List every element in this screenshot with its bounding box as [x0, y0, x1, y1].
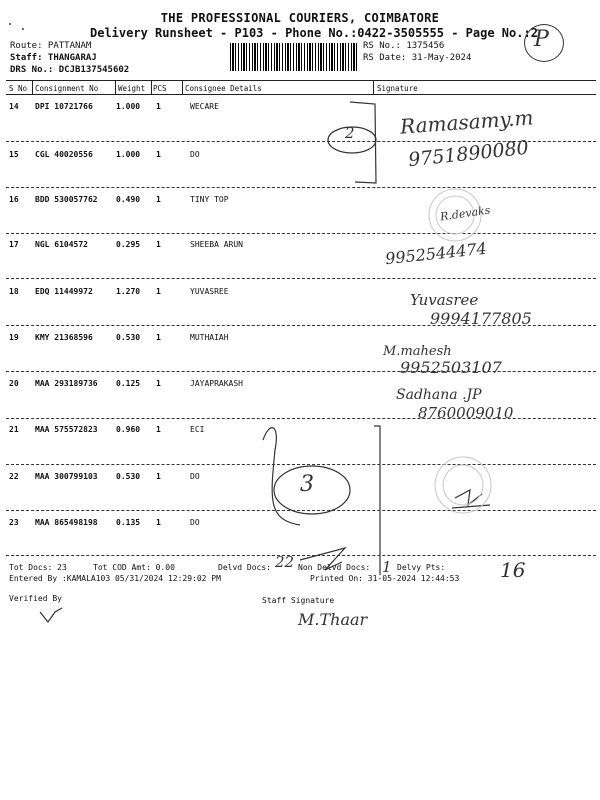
sig-17-phone: 9952544474 [384, 238, 488, 269]
company-title: THE PROFESSIONAL COURIERS, COIMBATORE [160, 11, 440, 25]
row-consignee: SHEEBA ARUN [190, 240, 243, 249]
row-consignment-no: KMY 21368596 [35, 333, 93, 342]
sig-20-name: Sadhana .JP [396, 387, 482, 403]
row-weight: 0.125 [116, 379, 141, 388]
stamp-signature: R.devaks [439, 203, 492, 224]
row-consignee: ECI [190, 425, 205, 434]
verified-by-label: Verified By [9, 594, 62, 603]
row-weight: 1.000 [116, 150, 141, 159]
row-consignee: WECARE [190, 102, 219, 111]
sig-15-phone: 9751890080 [407, 136, 530, 172]
rs-number: RS No.: 1375456 [363, 41, 445, 51]
row-weight: 1.270 [116, 287, 141, 296]
sig-20-phone: 8760009010 [418, 404, 514, 422]
staff-signature-label: Staff Signature [262, 596, 335, 605]
row-pcs: 1 [156, 425, 161, 434]
row-pcs: 1 [156, 195, 161, 204]
non-delivered-docs-label: Non Delvd Docs: [298, 563, 371, 572]
row-pcs: 1 [156, 102, 161, 111]
row-consignment-no: CGL 40020556 [35, 150, 93, 159]
row-consignee: YUVASREE [190, 287, 229, 296]
bracket-mark [374, 426, 380, 575]
row-consignment-no: MAA 865498198 [35, 518, 98, 527]
row-sno: 16 [9, 195, 19, 204]
col-header-weight: Weight [118, 84, 146, 93]
row-sno: 21 [9, 425, 19, 434]
row-pcs: 1 [156, 518, 161, 527]
row-consignee: DO [190, 150, 200, 159]
total-docs: Tot Docs: 23 [9, 563, 67, 572]
col-header-signature: Signature [377, 84, 418, 93]
row-pcs: 1 [156, 379, 161, 388]
row-pcs: 1 [156, 287, 161, 296]
total-cod-amount: Tot COD Amt: 0.00 [93, 563, 175, 572]
sig-19-phone: 9952503107 [400, 358, 502, 377]
drs-number: DRS No.: DCJB137545602 [10, 65, 130, 75]
row-weight: 0.490 [116, 195, 141, 204]
sig-18-phone: 9994177805 [430, 309, 532, 328]
row-weight: 1.000 [116, 102, 141, 111]
row-sno: 22 [9, 472, 19, 481]
rs-date: RS Date: 31-May-2024 [363, 53, 472, 63]
row-pcs: 1 [156, 472, 161, 481]
row-weight: 0.295 [116, 240, 141, 249]
col-header-consignment: Consignment No [35, 84, 99, 93]
row-sno: 14 [9, 102, 19, 111]
row-sno: 20 [9, 379, 19, 388]
row-pcs: 1 [156, 150, 161, 159]
staff-label: Staff: THANGARAJ [10, 53, 97, 63]
row-sno: 19 [9, 333, 19, 342]
scribble-mark [452, 490, 490, 508]
row-consignee: JAYAPRAKASH [190, 379, 243, 388]
page-circle-letter: P [534, 27, 549, 52]
row-sno: 15 [9, 150, 19, 159]
row-pcs: 1 [156, 240, 161, 249]
verified-sign-mark [40, 608, 62, 622]
staff-signature: M.Thaar [298, 610, 368, 629]
runsheet-subtitle: Delivery Runsheet - P103 - Phone No.:0422-3505555 - Page No.:2 [90, 26, 538, 40]
sig-18-name: Yuvasree [410, 291, 479, 309]
row-weight: 0.135 [116, 518, 141, 527]
row-consignment-no: MAA 293189736 [35, 379, 98, 388]
col-header-sno: S No [9, 84, 28, 93]
row-consignee: DO [190, 518, 200, 527]
row-consignee: MUTHAIAH [190, 333, 229, 342]
entered-by: Entered By :KAMALA103 05/31/2024 12:29:02 PM [9, 574, 221, 583]
delivered-docs-count: 22 [275, 553, 295, 571]
row-consignee: TINY TOP [190, 195, 229, 204]
sig-19-name: M.mahesh [383, 344, 452, 359]
circle-two-digit: 2 [345, 124, 355, 142]
row-consignment-no: MAA 575572823 [35, 425, 98, 434]
row-consignment-no: MAA 300799103 [35, 472, 98, 481]
route-label: Route: PATTANAM [10, 41, 92, 51]
row-sno: 17 [9, 240, 19, 249]
row-weight: 0.530 [116, 472, 141, 481]
verified-signature [38, 603, 39, 604]
row-weight: 0.960 [116, 425, 141, 434]
row-consignment-no: BDD 530057762 [35, 195, 98, 204]
row-consignment-no: NGL 6104572 [35, 240, 88, 249]
row-consignment-no: DPI 10721766 [35, 102, 93, 111]
row-sno: 23 [9, 518, 19, 527]
delivered-docs-label: Delvd Docs: [218, 563, 271, 572]
bracket-mark [350, 102, 376, 183]
faint-stamp-mark [443, 465, 483, 505]
sig-14-name: Ramasamy.m [399, 105, 535, 139]
delivery-points-count: 16 [500, 558, 526, 582]
delivery-points-label: Delvy Pts: [397, 563, 446, 572]
row-consignment-no: EDQ 11449972 [35, 287, 93, 296]
row-weight: 0.530 [116, 333, 141, 342]
col-header-consignee: Consignee Details [185, 84, 262, 93]
printed-on: Printed On: 31-05-2024 12:44:53 [310, 574, 460, 583]
row-consignee: DO [190, 472, 200, 481]
circle-three-digit: 3 [300, 472, 314, 497]
col-header-pcs: PCS [153, 84, 167, 93]
row-sno: 18 [9, 287, 19, 296]
row-pcs: 1 [156, 333, 161, 342]
non-delivered-docs-count: 1 [382, 558, 392, 576]
